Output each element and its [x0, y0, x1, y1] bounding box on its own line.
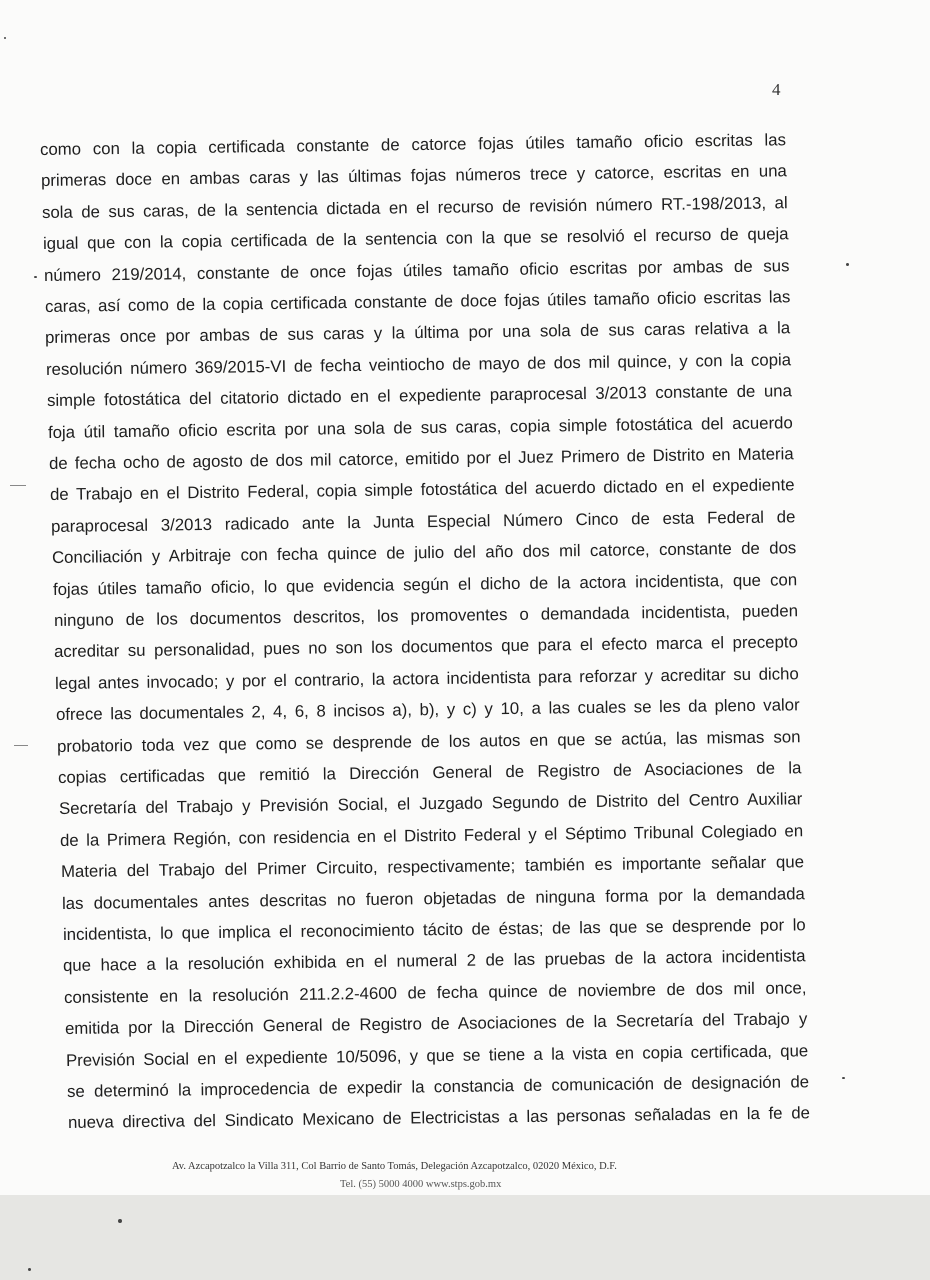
body-line: fojas útiles tamaño oficio, lo que evidencia según el dicho de la actora incidentista, que con — [52, 569, 797, 599]
body-line: primeras once por ambas de sus caras y la última por una sola de sus caras relativa a la — [45, 318, 791, 348]
scan-speck — [842, 1077, 845, 1079]
body-line: nueva directiva del Sindicato Mexicano de Electricistas a las personas señaladas en la fe de — [67, 1103, 811, 1133]
body-line: que hace a la resolución exhibida en el numeral 2 de las pruebas de la actora incidentista — [63, 946, 807, 976]
body-line: Conciliación y Arbitraje con fecha quince de julio del año dos mil catorce, constante de dos — [51, 538, 797, 568]
body-line: acreditar su personalidad, pues no son los documentos que para el efecto marca el precepto — [54, 632, 799, 662]
body-line: de la Primera Región, con residencia en el Distrito Federal y el Séptimo Tribunal Colegiado en — [59, 821, 804, 850]
body-line: ninguno de los documentos descritos, los promoventes o demandada incidentista, pueden — [53, 601, 798, 630]
body-line: incidentista, lo que implica el reconocimiento tácito de éstas; de las que se desprende por lo — [62, 915, 806, 944]
body-line: simple fotostática del citatorio dictado en el expediente paraprocesal 3/2013 constante de una — [47, 381, 793, 411]
body-line: legal antes invocado; y por el contrario, la actora incidentista para reforzar y acreditar su dicho — [55, 664, 800, 693]
scanner-background — [0, 1195, 930, 1280]
scan-speck — [4, 37, 6, 39]
scan-speck — [28, 1268, 31, 1271]
scan-mark — [10, 485, 26, 486]
body-line: foja útil tamaño oficio escrita por una sola de sus caras, copia simple fotostática del acuerdo — [47, 412, 794, 442]
body-line: primeras doce en ambas caras y las últimas fojas números trece y catorce, escritas en una — [40, 161, 787, 191]
body-line: emitida por la Dirección General de Registro de Asociaciones de la Secretaría del Trabajo y — [65, 1009, 808, 1039]
body-line: Materia del Trabajo del Primer Circuito, respectivamente; también es importante señalar que — [60, 852, 804, 882]
scan-mark — [14, 745, 28, 746]
body-line: copias certificadas que remitió la Dirección General de Registro de Asociaciones de la — [57, 758, 802, 787]
page-number: 4 — [772, 80, 781, 99]
scan-speck — [846, 263, 849, 266]
body-line: de fecha ocho de agosto de dos mil catorce, emitido por el Juez Primero de Distrito en Materia — [48, 444, 794, 473]
body-line: probatorio toda vez que como se desprende de los autos en que se actúa, las mismas son — [57, 726, 801, 756]
body-line: Secretaría del Trabajo y Previsión Social, el Juzgado Segundo de Distrito del Centro Auxiliar — [58, 789, 803, 819]
scan-speck — [118, 1219, 122, 1223]
scan-speck — [34, 276, 37, 278]
body-line: resolución número 369/2015-VI de fecha veintiocho de mayo de dos mil quince, y con la copia — [46, 350, 792, 379]
body-line: de Trabajo en el Distrito Federal, copia simple fotostática del acuerdo dictado en el expediente — [49, 475, 795, 505]
body-line: consistente en la resolución 211.2.2-4600 de fecha quince de noviembre de dos mil once, — [64, 978, 807, 1007]
body-line: caras, así como de la copia certificada constante de doce fojas útiles tamaño oficio escritas las — [44, 287, 790, 316]
body-line: las documentales antes descritas no fueron objetadas de ninguna forma por la demandada — [61, 883, 805, 913]
body-line: se determinó la improcedencia de expedir la constancia de comunicación de designación de — [66, 1072, 810, 1101]
body-line: número 219/2014, constante de once fojas útiles tamaño oficio escritas por ambas de sus — [43, 255, 790, 285]
body-line: paraprocesal 3/2013 radicado ante la Junta Especial Número Cinco de esta Federal de — [50, 507, 796, 536]
body-line: Previsión Social en el expediente 10/5096, y que se tiene a la vista en copia certificada, que — [66, 1040, 809, 1070]
body-line: igual que con la copia certificada de la sentencia con la que se resolvió el recurso de queja — [42, 224, 789, 254]
footer-address: Av. Azcapotzalco la Villa 311, Col Barrio de Santo Tomás, Delegación Azcapotzalco, 02020 México, D.F. — [172, 1161, 617, 1172]
body-line: sola de sus caras, de la sentencia dictada en el recurso de revisión número RT.-198/2013, al — [41, 193, 788, 222]
footer-contact: Tel. (55) 5000 4000 www.stps.gob.mx — [340, 1179, 502, 1190]
body-line: ofrece las documentales 2, 4, 6, 8 incisos a), b), y c) y 10, a las cuales se les da pleno valor — [56, 695, 800, 725]
body-line: como con la copia certificada constante de catorce fojas útiles tamaño oficio escritas las — [39, 130, 787, 159]
